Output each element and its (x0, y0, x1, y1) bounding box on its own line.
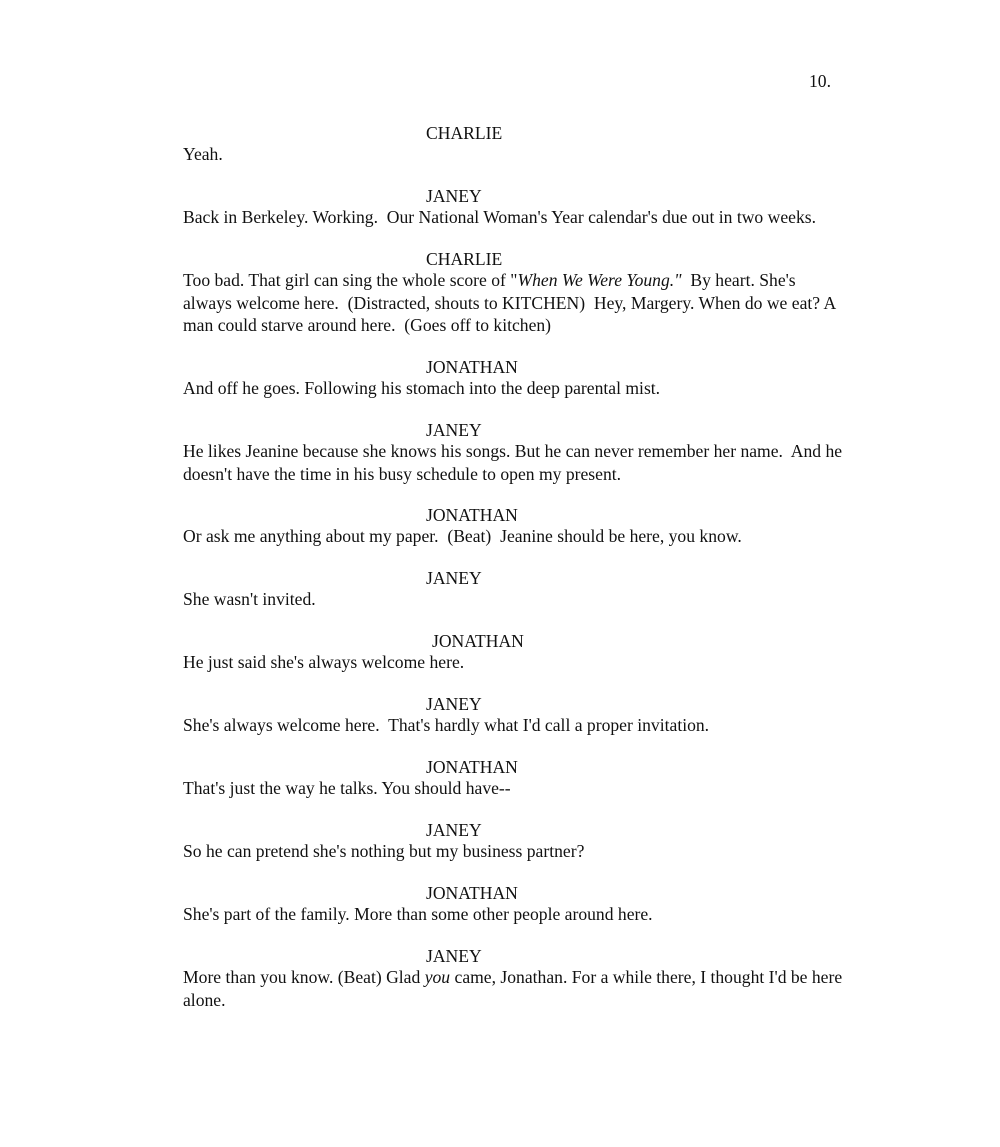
dialogue-text (183, 440, 847, 485)
dialogue-block (183, 693, 843, 756)
dialogue-text (183, 651, 843, 674)
dialogue-text (183, 714, 843, 737)
character-name: JANEY (426, 420, 482, 440)
dialogue-block (183, 819, 843, 882)
dialogue-fragment: Or ask me anything about my paper. (Beat) Jeanine should be here, you know. (183, 526, 742, 546)
character-name: JONATHAN (426, 757, 518, 777)
dialogue-fragment: Too bad. That girl can sing the whole score of " (183, 270, 518, 290)
dialogue-block (183, 504, 843, 567)
dialogue-block (183, 756, 843, 819)
dialogue-block (183, 630, 843, 693)
dialogue-fragment: came, Jonathan. For a while there, I thought I'd be here alone. (183, 967, 847, 1010)
dialogue-block (183, 567, 843, 630)
dialogue-block (183, 185, 843, 248)
dialogue-fragment: And off he goes. Following his stomach into the deep parental mist. (183, 378, 661, 398)
dialogue-text (183, 588, 843, 611)
dialogue-text (183, 143, 843, 166)
dialogue-text (183, 269, 843, 337)
dialogue-fragment: More than you know. (Beat) Glad (183, 967, 425, 987)
dialogue-text (183, 903, 843, 926)
page-number: 10. (809, 71, 831, 91)
character-name: JANEY (426, 186, 482, 206)
character-name: JONATHAN (432, 631, 524, 651)
dialogue-text (183, 777, 843, 800)
dialogue-text (183, 840, 843, 863)
character-name: JONATHAN (426, 505, 518, 525)
dialogue-fragment: So he can pretend she's nothing but my business partner? (183, 841, 585, 861)
dialogue-text (183, 966, 847, 1011)
character-name: CHARLIE (426, 249, 503, 269)
dialogue-fragment: He just said she's always welcome here. (183, 652, 465, 672)
screenplay-body (183, 122, 847, 1030)
dialogue-block (183, 122, 843, 185)
character-name: JANEY (426, 568, 482, 588)
dialogue-text (183, 525, 843, 548)
dialogue-fragment-italic: When We Were Young." (517, 270, 682, 290)
dialogue-fragment: That's just the way he talks. You should have-- (183, 778, 511, 798)
dialogue-fragment: She's always welcome here. That's hardly what I'd call a proper invitation. (183, 715, 710, 735)
dialogue-block (183, 882, 843, 945)
character-name: JONATHAN (426, 883, 518, 903)
dialogue-block (183, 356, 843, 419)
character-name: JANEY (426, 820, 482, 840)
dialogue-block (183, 945, 847, 1030)
character-name: JONATHAN (426, 357, 518, 377)
character-name: JANEY (426, 946, 482, 966)
dialogue-fragment: Yeah. (183, 144, 223, 164)
dialogue-fragment: By heart. She's always welcome here. (Distracted, shouts to KITCHEN) Hey, Margery. When do we eat? A man could starve around here. (Goes off to kitchen) (183, 270, 840, 336)
dialogue-fragment-italic: you (424, 967, 451, 987)
dialogue-fragment: Back in Berkeley. Working. Our National Woman's Year calendar's due out in two weeks. (183, 207, 816, 227)
dialogue-fragment: He likes Jeanine because she knows his songs. But he can never remember her name. And he doesn't have the time in his busy schedule to open my present. (183, 441, 847, 484)
character-name: CHARLIE (426, 123, 503, 143)
dialogue-fragment: She's part of the family. More than some other people around here. (183, 904, 653, 924)
dialogue-text (183, 377, 843, 400)
dialogue-block (183, 419, 847, 504)
character-name: JANEY (426, 694, 482, 714)
dialogue-text (183, 206, 843, 229)
dialogue-fragment: She wasn't invited. (183, 589, 316, 609)
dialogue-block (183, 248, 843, 356)
